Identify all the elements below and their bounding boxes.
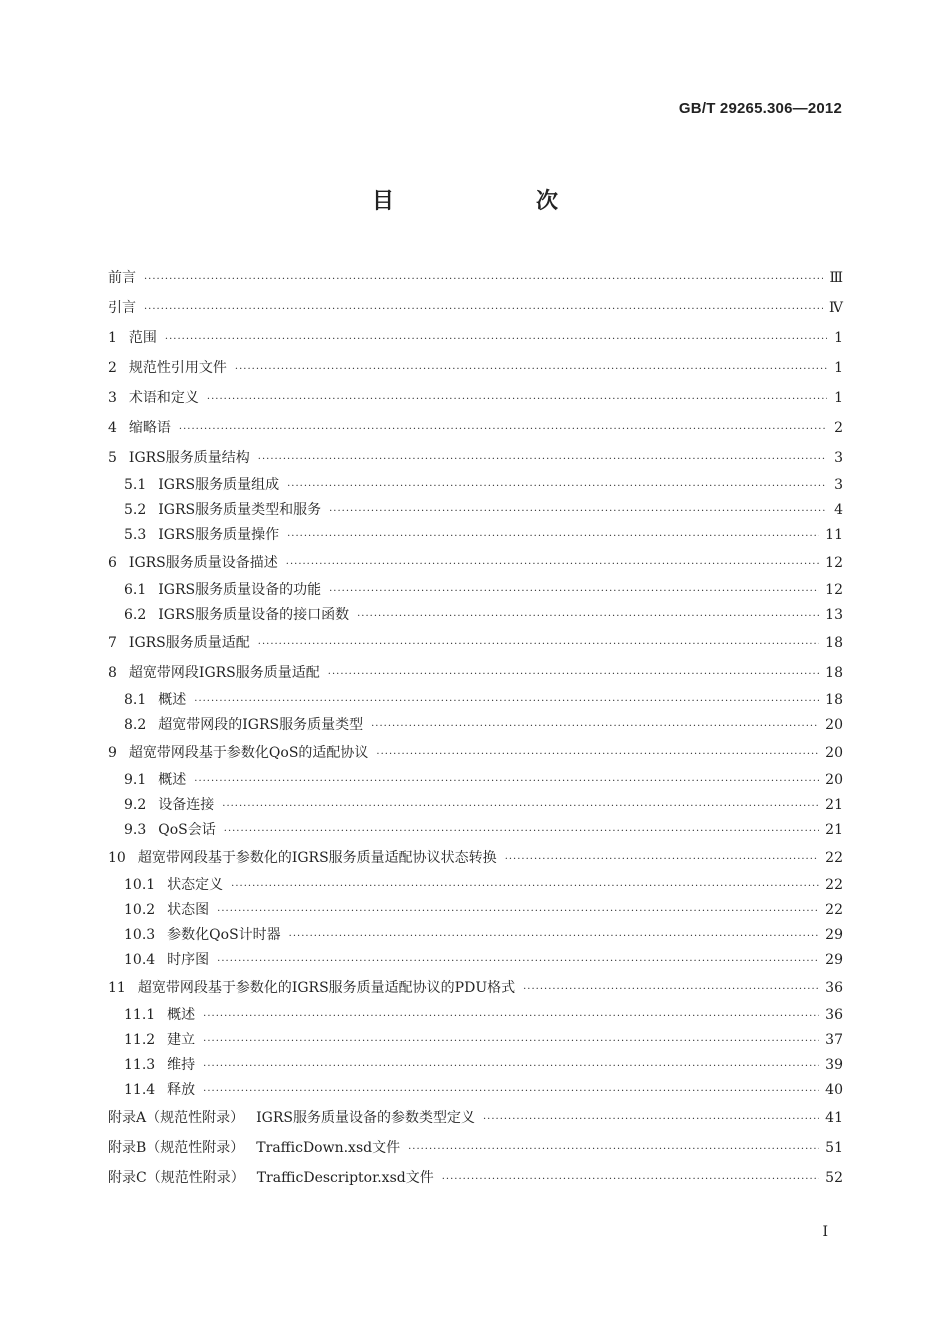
toc-entry-label: 概述 (158, 772, 187, 788)
toc-entry-page: 3 (834, 450, 843, 466)
toc-entry-label: IGRS服务质量适配 (128, 635, 250, 651)
toc-entry-label: 时序图 (167, 952, 210, 968)
toc-entry[interactable] (108, 658, 843, 688)
toc-entry-label: 概述 (158, 692, 187, 708)
toc-entry-page: 29 (825, 952, 843, 968)
toc-entry-label: 维持 (167, 1057, 196, 1073)
toc-entry-page: 12 (825, 582, 843, 598)
toc-entry[interactable] (108, 948, 843, 973)
toc-entry[interactable] (108, 498, 843, 523)
toc-entry-page: 21 (825, 822, 843, 838)
toc-entry-label: 参数化QoS计时器 (167, 927, 281, 943)
toc-entry-page: 21 (825, 797, 843, 813)
toc-entry-label: TrafficDescriptor.xsd文件 (256, 1170, 434, 1186)
toc-entry[interactable] (108, 628, 843, 658)
toc-entry[interactable] (108, 713, 843, 738)
toc-leader-dots (357, 604, 819, 629)
toc-entry-number: 9.1 (124, 772, 147, 788)
page-title: 目 次 (371, 188, 618, 214)
toc-entry[interactable] (108, 873, 843, 898)
toc-entry-page: 13 (825, 607, 843, 623)
toc-entry[interactable] (108, 818, 843, 843)
toc-leader-dots (194, 769, 819, 794)
toc-entry-label: IGRS服务质量设备的参数类型定义 (256, 1110, 475, 1126)
toc-entry[interactable] (108, 353, 843, 383)
toc-leader-dots (329, 499, 827, 524)
toc-entry-number: 11.1 (124, 1007, 156, 1023)
toc-entry[interactable] (108, 1028, 843, 1053)
toc-entry-label: 规范性引用文件 (128, 360, 227, 376)
toc-leader-dots (203, 1054, 819, 1079)
toc-entry-label: 前言 (108, 270, 136, 286)
toc-entry-number: 9.2 (124, 797, 147, 813)
toc-entry-number: 9 (108, 745, 117, 761)
toc-entry-label: 状态定义 (167, 877, 224, 893)
toc-leader-dots (408, 1135, 819, 1165)
toc-entry-page: 29 (825, 927, 843, 943)
toc-entry-number: 10.1 (124, 877, 156, 893)
toc-entry-page: 12 (825, 555, 843, 571)
toc-entry-number: 11.2 (124, 1032, 156, 1048)
toc-entry-number: 5.1 (124, 477, 147, 493)
toc-leader-dots (371, 714, 819, 739)
toc-entry-number: 8.2 (124, 717, 147, 733)
toc-entry-number: 3 (108, 390, 117, 406)
toc-entry-page: 20 (825, 717, 843, 733)
toc-leader-dots (376, 740, 819, 770)
toc-entry[interactable] (108, 843, 843, 873)
toc-entry-page: 51 (825, 1140, 843, 1156)
toc-entry-page: 41 (825, 1110, 843, 1126)
toc-entry-page: 4 (834, 502, 843, 518)
toc-leader-dots (224, 819, 819, 844)
toc-entry-number: 2 (108, 360, 117, 376)
toc-entry-label: 超宽带网段的IGRS服务质量类型 (158, 717, 364, 733)
toc-leader-dots (194, 689, 819, 714)
toc-entry-number: 附录B（规范性附录） (108, 1140, 245, 1156)
toc-entry-label: 范围 (128, 330, 157, 346)
toc-entry-page: 22 (825, 877, 843, 893)
toc-entry-page: 18 (825, 692, 843, 708)
toc-entry[interactable] (108, 1053, 843, 1078)
toc-entry[interactable] (108, 923, 843, 948)
toc-leader-dots (505, 845, 819, 875)
toc-entry-page: 20 (825, 745, 843, 761)
toc-leader-dots (287, 524, 819, 549)
toc-leader-dots (258, 445, 827, 475)
toc-entry-label: 超宽带网段IGRS服务质量适配 (128, 665, 320, 681)
toc-leader-dots (231, 874, 819, 899)
toc-entry[interactable] (108, 473, 843, 498)
toc-entry-number: 10.2 (124, 902, 156, 918)
toc-leader-dots (286, 550, 819, 580)
toc-entry-page: 52 (825, 1170, 843, 1186)
toc-leader-dots (289, 924, 820, 949)
toc-entry-page: 37 (825, 1032, 843, 1048)
toc-entry-label: 引言 (108, 300, 136, 316)
toc-entry[interactable] (108, 523, 843, 548)
toc-entry-label: 术语和定义 (128, 390, 199, 406)
toc-leader-dots (217, 899, 819, 924)
toc-leader-dots (442, 1165, 819, 1195)
toc-entry-number: 10 (108, 850, 126, 866)
toc-entry-number: 6 (108, 555, 117, 571)
toc-entry-number: 5.3 (124, 527, 147, 543)
toc-entry[interactable] (108, 1163, 843, 1193)
toc-leader-dots (179, 415, 827, 445)
toc-leader-dots (287, 474, 827, 499)
toc-entry-label: IGRS服务质量类型和服务 (158, 502, 322, 518)
toc-leader-dots (165, 325, 827, 355)
toc-entry[interactable] (108, 548, 843, 578)
toc-entry[interactable] (108, 1003, 843, 1028)
toc-entry-number: 4 (108, 420, 117, 436)
toc-entry-page: 18 (825, 665, 843, 681)
toc-entry[interactable] (108, 293, 843, 323)
toc-entry-number: 5.2 (124, 502, 147, 518)
toc-entry-label: 概述 (167, 1007, 196, 1023)
toc-entry-label: IGRS服务质量结构 (128, 450, 250, 466)
toc-entry-page: 40 (825, 1082, 843, 1098)
toc-leader-dots (258, 630, 819, 660)
toc-entry-label: IGRS服务质量设备的功能 (158, 582, 322, 598)
toc-entry[interactable] (108, 413, 843, 443)
toc-entry-number: 6.1 (124, 582, 147, 598)
toc-entry-label: QoS会话 (158, 822, 216, 838)
toc-entry[interactable] (108, 578, 843, 603)
toc-entry[interactable] (108, 1133, 843, 1163)
toc-entry-number: 10.3 (124, 927, 156, 943)
toc-entry-number: 1 (108, 330, 117, 346)
toc-entry[interactable] (108, 738, 843, 768)
toc-entry-label: IGRS服务质量设备的接口函数 (158, 607, 350, 623)
toc-entry-number: 5 (108, 450, 117, 466)
toc-entry-page: 36 (825, 980, 843, 996)
page-number: Ⅰ (822, 1224, 828, 1240)
toc-entry-number: 6.2 (124, 607, 147, 623)
toc-leader-dots (217, 949, 819, 974)
toc-entry-label: 超宽带网段基于参数化QoS的适配协议 (128, 745, 369, 761)
toc-entry-page: 1 (834, 390, 843, 406)
toc-entry-page: 22 (825, 850, 843, 866)
toc-entry-label: 缩略语 (128, 420, 171, 436)
toc-entry-page: Ⅲ (829, 270, 843, 286)
toc-entry-page: 22 (825, 902, 843, 918)
toc-entry-page: 20 (825, 772, 843, 788)
toc-entry-number: 8.1 (124, 692, 147, 708)
toc-entry-label: 释放 (167, 1082, 196, 1098)
toc-leader-dots (144, 265, 823, 295)
toc-leader-dots (203, 1029, 819, 1054)
toc-entry-label: IGRS服务质量设备描述 (128, 555, 278, 571)
toc-entry-number: 附录C（规范性附录） (108, 1170, 245, 1186)
toc-entry-label: 建立 (167, 1032, 196, 1048)
toc-entry-label: IGRS服务质量组成 (158, 477, 280, 493)
toc-leader-dots (203, 1004, 819, 1029)
toc-leader-dots (235, 355, 827, 385)
toc-entry-number: 9.3 (124, 822, 147, 838)
toc-entry[interactable] (108, 768, 843, 793)
toc-leader-dots (203, 1079, 819, 1104)
toc-leader-dots (483, 1105, 819, 1135)
toc-entry[interactable] (108, 973, 843, 1003)
toc-entry-number: 11 (108, 980, 126, 996)
toc-leader-dots (329, 579, 819, 604)
toc-entry-page: 18 (825, 635, 843, 651)
toc-entry[interactable] (108, 323, 843, 353)
toc-entry-page: 36 (825, 1007, 843, 1023)
toc-entry[interactable] (108, 383, 843, 413)
toc-leader-dots (328, 660, 819, 690)
toc-entry-number: 附录A（规范性附录） (108, 1110, 245, 1126)
toc-entry-label: 设备连接 (158, 797, 215, 813)
toc-entry-page: 1 (834, 360, 843, 376)
toc-entry-page: 11 (825, 527, 843, 543)
toc-entry-number: 11.3 (124, 1057, 156, 1073)
toc-entry[interactable] (108, 1103, 843, 1133)
toc-entry-number: 8 (108, 665, 117, 681)
toc-entry-page: 3 (834, 477, 843, 493)
toc-entry-label: TrafficDown.xsd文件 (256, 1140, 401, 1156)
toc-entry[interactable] (108, 793, 843, 818)
toc-entry[interactable] (108, 603, 843, 628)
toc-entry[interactable] (108, 1078, 843, 1103)
toc-entry-number: 7 (108, 635, 117, 651)
toc-entry-number: 10.4 (124, 952, 156, 968)
toc-entry-number: 11.4 (124, 1082, 156, 1098)
toc-entry[interactable] (108, 898, 843, 923)
toc-entry-page: Ⅳ (829, 300, 843, 316)
toc-entry-label: 超宽带网段基于参数化的IGRS服务质量适配协议状态转换 (137, 850, 497, 866)
toc-entry-label: 状态图 (167, 902, 210, 918)
toc-entry-page: 39 (825, 1057, 843, 1073)
toc-leader-dots (207, 385, 827, 415)
toc-leader-dots (144, 295, 823, 325)
toc-entry[interactable] (108, 443, 843, 473)
table-of-contents (108, 263, 843, 1193)
toc-entry-label: IGRS服务质量操作 (158, 527, 280, 543)
toc-leader-dots (523, 975, 819, 1005)
toc-entry-page: 1 (834, 330, 843, 346)
standard-code: GB/T 29265.306—2012 (678, 100, 842, 117)
toc-leader-dots (222, 794, 819, 819)
toc-entry-page: 2 (834, 420, 843, 436)
toc-entry-label: 超宽带网段基于参数化的IGRS服务质量适配协议的PDU格式 (137, 980, 516, 996)
toc-entry[interactable] (108, 263, 843, 293)
toc-entry[interactable] (108, 688, 843, 713)
